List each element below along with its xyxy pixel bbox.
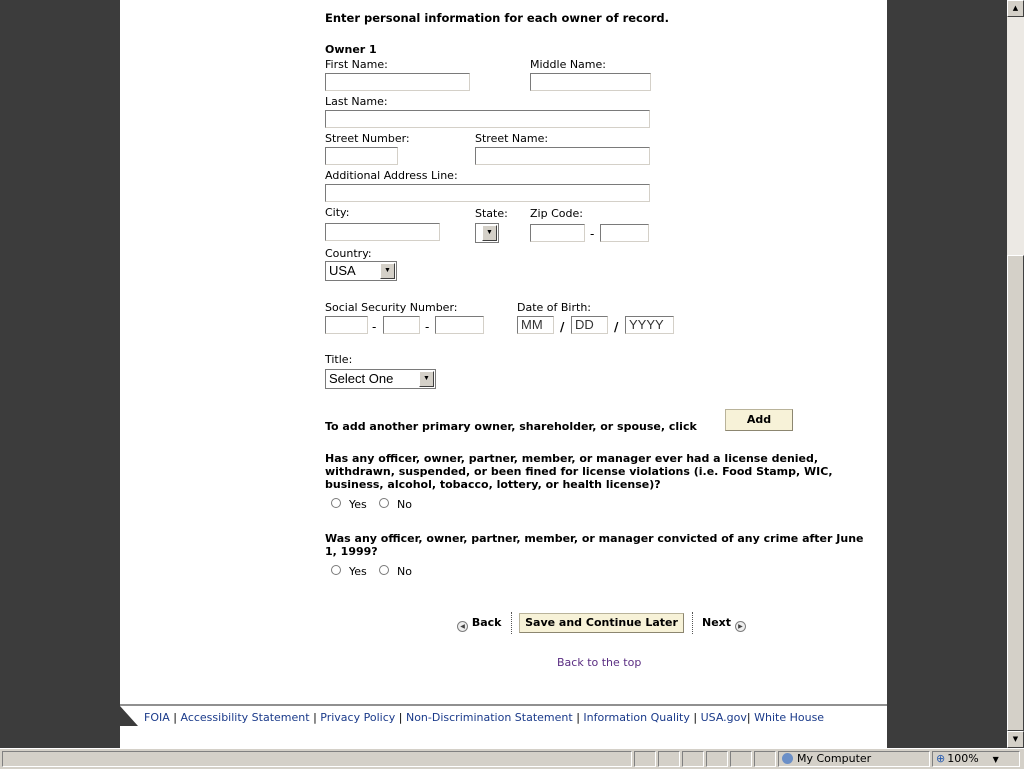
crime-yes-label: Yes — [349, 565, 367, 578]
footer-separator: | — [693, 711, 698, 724]
scroll-up-icon[interactable]: ▲ — [1007, 0, 1024, 17]
status-text-pane — [2, 751, 632, 767]
crime-yes-radio[interactable] — [331, 565, 341, 575]
street-number-field[interactable] — [325, 147, 398, 165]
dob-slash-2: / — [614, 320, 619, 334]
zoom-icon: ⊕ — [936, 752, 946, 765]
ssn-dash-1: - — [372, 320, 377, 334]
street-name-field[interactable] — [475, 147, 650, 165]
license-no-label: No — [397, 498, 412, 511]
status-pane — [658, 751, 680, 767]
dob-month-field[interactable]: MM — [517, 316, 554, 334]
footer-links — [144, 711, 824, 724]
additional-address-label: Additional Address Line: — [325, 169, 458, 182]
dob-year-field[interactable]: YYYY — [625, 316, 674, 334]
license-violation-question: Has any officer, owner, partner, member, or manager ever had a license denied, withdrawn, suspended, or been fined for license violations (i.e. Food Stamp, WIC, business, alcohol, tobacco, lottery, or health license)? — [325, 452, 833, 491]
title-select[interactable] — [325, 369, 436, 389]
status-pane — [682, 751, 704, 767]
country-value: USA — [329, 263, 356, 278]
license-yes-radio[interactable] — [331, 498, 341, 508]
status-bar — [0, 748, 1024, 769]
ssn-part3-field[interactable] — [435, 316, 484, 334]
crime-no-label: No — [397, 565, 412, 578]
add-owner-button[interactable]: Add — [725, 409, 793, 431]
dob-slash-1: / — [560, 320, 565, 334]
back-label: Back — [471, 616, 502, 629]
owner-heading: Owner 1 — [325, 43, 377, 56]
status-pane — [754, 751, 776, 767]
footer-link-non-discrimination[interactable]: Non-Discrimination Statement — [405, 711, 573, 724]
last-name-label: Last Name: — [325, 95, 388, 108]
ssn-dash-2: - — [425, 320, 430, 334]
form-intro: Enter personal information for each owner of record. — [325, 11, 670, 25]
last-name-field[interactable] — [325, 110, 650, 128]
state-label: State: — [475, 207, 508, 220]
scrollbar-thumb[interactable] — [1007, 255, 1024, 731]
nav-separator — [692, 612, 693, 634]
dob-label: Date of Birth: — [517, 301, 592, 314]
middle-name-label: Middle Name: — [530, 58, 606, 71]
footer-link-usagov[interactable]: USA.gov — [700, 711, 747, 724]
footer-link-privacy[interactable]: Privacy Policy — [320, 711, 396, 724]
license-no-radio[interactable] — [379, 498, 389, 508]
city-field[interactable] — [325, 223, 440, 241]
footer-link-foia[interactable]: FOIA — [144, 711, 170, 724]
license-yes-label: Yes — [349, 498, 367, 511]
footer-separator: | — [398, 711, 403, 724]
additional-address-field[interactable] — [325, 184, 650, 202]
footer-link-information-quality[interactable]: Information Quality — [583, 711, 690, 724]
dropdown-arrow-icon: ▼ — [419, 371, 434, 387]
vertical-scrollbar[interactable] — [1007, 0, 1024, 748]
ssn-part1-field[interactable] — [325, 316, 368, 334]
footer-link-accessibility[interactable]: Accessibility Statement — [180, 711, 310, 724]
scroll-down-icon[interactable]: ▼ — [1007, 731, 1024, 748]
crime-conviction-question: Was any officer, owner, partner, member, or manager convicted of any crime after June 1, 1999? — [325, 532, 864, 558]
crime-no-radio[interactable] — [379, 565, 389, 575]
zoom-pane[interactable] — [932, 751, 1020, 767]
nav-separator — [511, 612, 512, 634]
footer-separator: | — [576, 711, 580, 724]
next-button[interactable] — [702, 616, 746, 632]
country-select[interactable] — [325, 261, 397, 281]
next-arrow-icon: ▶ — [735, 621, 746, 632]
save-continue-later-button[interactable]: Save and Continue Later — [519, 613, 684, 633]
dob-day-field[interactable]: DD — [571, 316, 608, 334]
city-label: City: — [325, 206, 350, 219]
zip-extension-field[interactable] — [600, 224, 649, 242]
ssn-part2-field[interactable] — [383, 316, 420, 334]
security-zone-pane — [778, 751, 930, 767]
middle-name-field[interactable] — [530, 73, 651, 91]
footer-link-white-house[interactable]: White House — [754, 711, 825, 724]
street-number-label: Street Number: — [325, 132, 410, 145]
ssn-label: Social Security Number: — [325, 301, 458, 314]
first-name-field[interactable] — [325, 73, 470, 91]
back-to-top-link[interactable]: Back to the top — [557, 656, 642, 669]
title-label: Title: — [325, 353, 353, 366]
status-pane — [634, 751, 656, 767]
zoom-level: 100% — [947, 752, 979, 765]
zip-code-field[interactable] — [530, 224, 585, 242]
zip-dash: - — [590, 227, 595, 241]
zoom-dropdown-icon[interactable]: ▼ — [992, 755, 999, 764]
page-content — [120, 0, 887, 748]
street-name-label: Street Name: — [475, 132, 549, 145]
back-arrow-icon: ◀ — [457, 621, 468, 632]
footer-separator: | — [746, 711, 751, 724]
footer-separator: | — [313, 711, 317, 724]
next-label: Next — [702, 616, 732, 629]
state-select[interactable] — [475, 223, 499, 243]
dropdown-arrow-icon: ▼ — [380, 263, 395, 279]
footer-separator: | — [173, 711, 177, 724]
dropdown-arrow-icon: ▼ — [482, 225, 497, 241]
title-value: Select One — [329, 371, 394, 386]
first-name-label: First Name: — [325, 58, 388, 71]
computer-zone-icon — [782, 753, 793, 764]
security-zone-label: My Computer — [797, 752, 872, 765]
country-label: Country: — [325, 247, 372, 260]
add-owner-prompt: To add another primary owner, shareholder, or spouse, click — [325, 420, 697, 433]
status-pane — [706, 751, 728, 767]
zip-code-label: Zip Code: — [530, 207, 583, 220]
status-pane — [730, 751, 752, 767]
back-button[interactable] — [457, 616, 502, 632]
